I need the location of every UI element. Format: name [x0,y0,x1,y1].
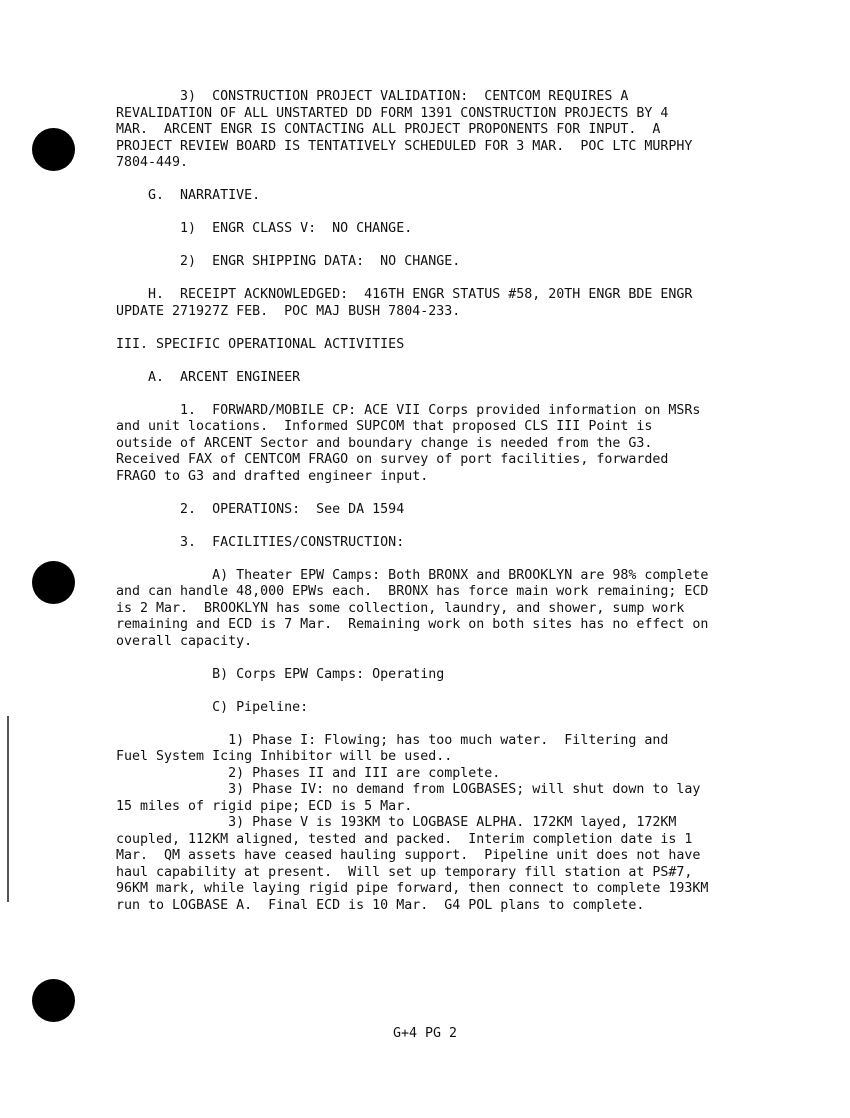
text-line: 96KM mark, while laying rigid pipe forward, then connect to complete 193KM [116,881,709,896]
text-line: 3) CONSTRUCTION PROJECT VALIDATION: CENTCOM REQUIRES A [116,89,629,104]
text-line: III. SPECIFIC OPERATIONAL ACTIVITIES [116,336,405,352]
text-line: remaining and ECD is 7 Mar. Remaining work on both sites has no effect on [116,617,709,632]
text-line: run to LOGBASE A. Final ECD is 10 Mar. G4 POL plans to complete. [116,897,645,913]
text-line: overall capacity. [116,633,253,649]
text-line: outside of ARCENT Sector and boundary change is needed from the G3. [116,435,653,451]
text-line: 2. OPERATIONS: See DA 1594 [116,501,405,517]
text-line: MAR. ARCENT ENGR IS CONTACTING ALL PROJECT PROPONENTS FOR INPUT. A [116,122,661,137]
text-line: 3. FACILITIES/CONSTRUCTION: [116,534,405,550]
margin-mark [7,716,9,902]
page-footer: G+4 PG 2 [392,1026,458,1041]
text-line: 3) Phase IV: no demand from LOGBASES; will shut down to lay [116,782,701,797]
text-line: and can handle 48,000 EPWs each. BRONX has force main work remaining; ECD [116,584,709,599]
text-line: Fuel System Icing Inhibitor will be used.. [116,749,453,764]
binder-hole [32,979,75,1022]
text-line: is 2 Mar. BROOKLYN has some collection, laundry, and shower, sump work [116,600,685,616]
text-line: coupled, 112KM aligned, tested and packed. Interim completion date is 1 [116,831,693,847]
text-line: 1. FORWARD/MOBILE CP: ACE VII Corps provided information on MSRs [116,402,701,418]
text-line: UPDATE 271927Z FEB. POC MAJ BUSH 7804-233. [116,303,461,319]
text-line: 2) ENGR SHIPPING DATA: NO CHANGE. [116,254,461,269]
text-line: H. RECEIPT ACKNOWLEDGED: 416TH ENGR STATUS #58, 20TH ENGR BDE ENGR [116,287,693,302]
text-line: 1) ENGR CLASS V: NO CHANGE. [116,221,413,236]
text-line: 1) Phase I: Flowing; has too much water. Filtering and [116,732,669,748]
text-line: FRAGO to G3 and drafted engineer input. [116,468,429,484]
text-line: Mar. QM assets have ceased hauling support. Pipeline unit does not have [116,848,701,863]
text-line: B) Corps EPW Camps: Operating [116,666,445,682]
text-line: 7804-449. [116,155,189,170]
text-line: and unit locations. Informed SUPCOM that proposed CLS III Point is [116,419,653,434]
binder-hole [32,128,75,171]
text-line: C) Pipeline: [116,699,309,715]
text-line: 3) Phase V is 193KM to LOGBASE ALPHA. 172KM layed, 172KM [116,815,677,830]
text-line: PROJECT REVIEW BOARD IS TENTATIVELY SCHEDULED FOR 3 MAR. POC LTC MURPHY [116,138,693,154]
text-line: A. ARCENT ENGINEER [116,369,301,385]
text-line: REVALIDATION OF ALL UNSTARTED DD FORM 1391 CONSTRUCTION PROJECTS BY 4 [116,105,669,121]
text-line: Received FAX of CENTCOM FRAGO on survey of port facilities, forwarded [116,452,669,467]
text-line: 15 miles of rigid pipe; ECD is 5 Mar. [116,798,413,814]
text-line: G. NARRATIVE. [116,188,261,203]
binder-hole [32,561,75,604]
text-line: haul capability at present. Will set up temporary fill station at PS#7, [116,864,693,880]
text-line: 2) Phases II and III are complete. [116,765,501,781]
text-line: A) Theater EPW Camps: Both BRONX and BROOKLYN are 98% complete [116,567,709,583]
